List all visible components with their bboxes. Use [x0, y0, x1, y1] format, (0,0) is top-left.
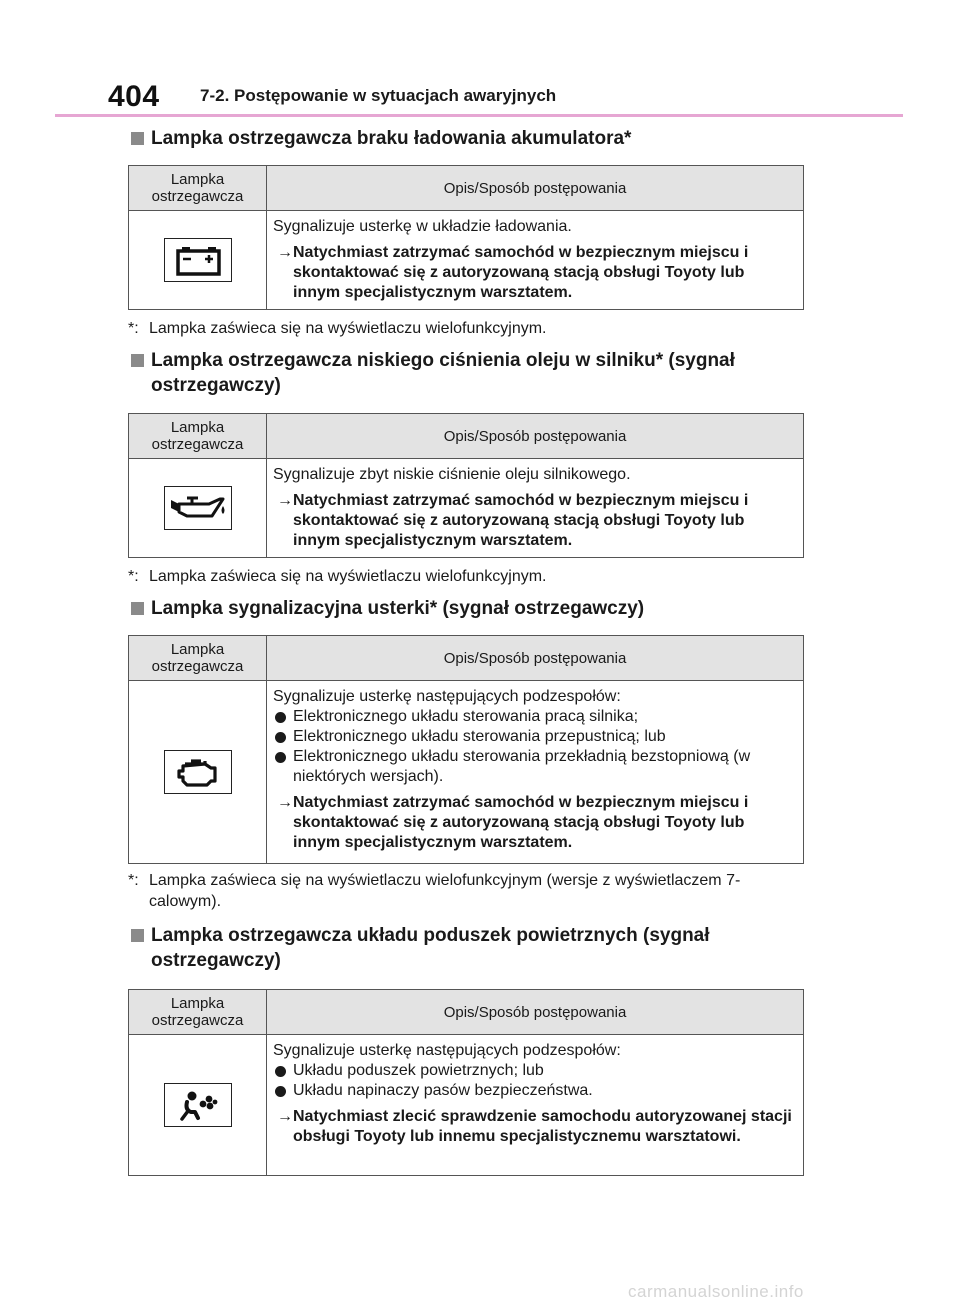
lamp-cell: [129, 211, 267, 310]
description-text: Sygnalizuje usterkę w układzie ładowania.: [273, 218, 572, 235]
action-text: → Natychmiast zlecić sprawdzenie samochodu autoryzowanej stacji obsługi Toyoty lub innemu specjalistycznemu warsztatowi.: [277, 1108, 792, 1145]
section-square-icon: [131, 929, 144, 942]
section-title-airbag: Lampka ostrzegawcza układu poduszek powietrznych (sygnał ostrzegawczy): [128, 923, 804, 973]
table-header-row: [129, 414, 804, 459]
header-description: Opis/Sposób postępowania: [267, 990, 804, 1035]
bullet-icon: [275, 752, 286, 763]
warning-table-engine: [128, 635, 804, 864]
description-cell: [267, 1035, 804, 1176]
footnote: *: Lampka zaświeca się na wyświetlaczu wielofunkcyjnym.: [128, 320, 547, 337]
description-cell: [267, 681, 804, 864]
list-item: Elektronicznego układu sterowania pracą silnika;: [273, 707, 795, 727]
bullet-icon: [275, 1086, 286, 1097]
table-row: [129, 459, 804, 558]
footnote: *: Lampka zaświeca się na wyświetlaczu wielofunkcyjnym.: [128, 568, 547, 585]
arrow-icon: →: [277, 244, 293, 261]
lamp-cell: [129, 1035, 267, 1176]
section-square-icon: [131, 132, 144, 145]
table-header-row: [129, 990, 804, 1035]
watermark: carmanualsonline.info: [628, 1282, 804, 1301]
table-header-row: [129, 636, 804, 681]
oil-can-icon: [164, 486, 232, 530]
section-square-icon: [131, 354, 144, 367]
table-header-row: [129, 166, 804, 211]
lamp-cell: [129, 681, 267, 864]
warning-table-battery: [128, 165, 804, 310]
description-text: Sygnalizuje usterkę następujących podzespołów:: [273, 688, 621, 705]
section-title-oil: Lampka ostrzegawcza niskiego ciśnienia oleju w silniku* (sygnał ostrzegawczy): [128, 348, 804, 398]
warning-table-airbag: [128, 989, 804, 1176]
header-lamp: Lampka ostrzegawcza: [129, 414, 267, 459]
table-row: [129, 681, 804, 864]
table-row: [129, 211, 804, 310]
list-item: Elektronicznego układu sterowania przepustnicą; lub: [273, 727, 795, 747]
description-cell: [267, 459, 804, 558]
section-title-battery: Lampka ostrzegawcza braku ładowania akumulatora*: [128, 126, 804, 151]
page-number: 404: [108, 80, 160, 113]
header-description: Opis/Sposób postępowania: [267, 166, 804, 211]
header-description: Opis/Sposób postępowania: [267, 414, 804, 459]
action-text: → Natychmiast zatrzymać samochód w bezpiecznym miejscu i skontaktować się z autoryzowaną stacją obsługi Toyoty lub innym specjalistycznym warsztatem.: [277, 244, 749, 301]
section-title-engine: Lampka sygnalizacyjna usterki* (sygnał ostrzegawczy): [128, 596, 804, 621]
battery-icon: [164, 238, 232, 282]
engine-icon: [164, 750, 232, 794]
table-row: [129, 1035, 804, 1176]
list-item: Elektronicznego układu sterowania przekładnią bezstopniową (w niektórych wersjach).: [273, 747, 795, 787]
arrow-icon: →: [277, 1108, 293, 1125]
airbag-icon: [164, 1083, 232, 1127]
list-item: Układu poduszek powietrznych; lub: [273, 1061, 795, 1081]
header-lamp: Lampka ostrzegawcza: [129, 166, 267, 211]
section-square-icon: [131, 602, 144, 615]
page-content: [128, 120, 804, 1176]
header-description: Opis/Sposób postępowania: [267, 636, 804, 681]
header-lamp: Lampka ostrzegawcza: [129, 990, 267, 1035]
warning-table-oil: [128, 413, 804, 558]
lamp-cell: [129, 459, 267, 558]
page-header: [0, 72, 960, 118]
footnote: *: Lampka zaświeca się na wyświetlaczu wielofunkcyjnym (wersje z wyświetlaczem 7-calowym).: [128, 872, 741, 910]
description-cell: [267, 211, 804, 310]
bullet-icon: [275, 732, 286, 743]
bullet-icon: [275, 1066, 286, 1077]
chapter-title: 7-2. Postępowanie w sytuacjach awaryjnych: [200, 86, 557, 105]
bullet-icon: [275, 712, 286, 723]
arrow-icon: →: [277, 492, 293, 509]
list-item: Układu napinaczy pasów bezpieczeństwa.: [273, 1081, 795, 1101]
action-text: → Natychmiast zatrzymać samochód w bezpiecznym miejscu i skontaktować się z autoryzowaną stacją obsługi Toyoty lub innym specjalistycznym warsztatem.: [277, 492, 749, 549]
header-divider: [55, 114, 903, 117]
arrow-icon: →: [277, 794, 293, 811]
description-text: Sygnalizuje zbyt niskie ciśnienie oleju silnikowego.: [273, 466, 631, 483]
action-text: → Natychmiast zatrzymać samochód w bezpiecznym miejscu i skontaktować się z autoryzowaną stacją obsługi Toyoty lub innym specjalistycznym warsztatem.: [277, 794, 749, 851]
header-lamp: Lampka ostrzegawcza: [129, 636, 267, 681]
description-text: Sygnalizuje usterkę następujących podzespołów:: [273, 1042, 621, 1059]
